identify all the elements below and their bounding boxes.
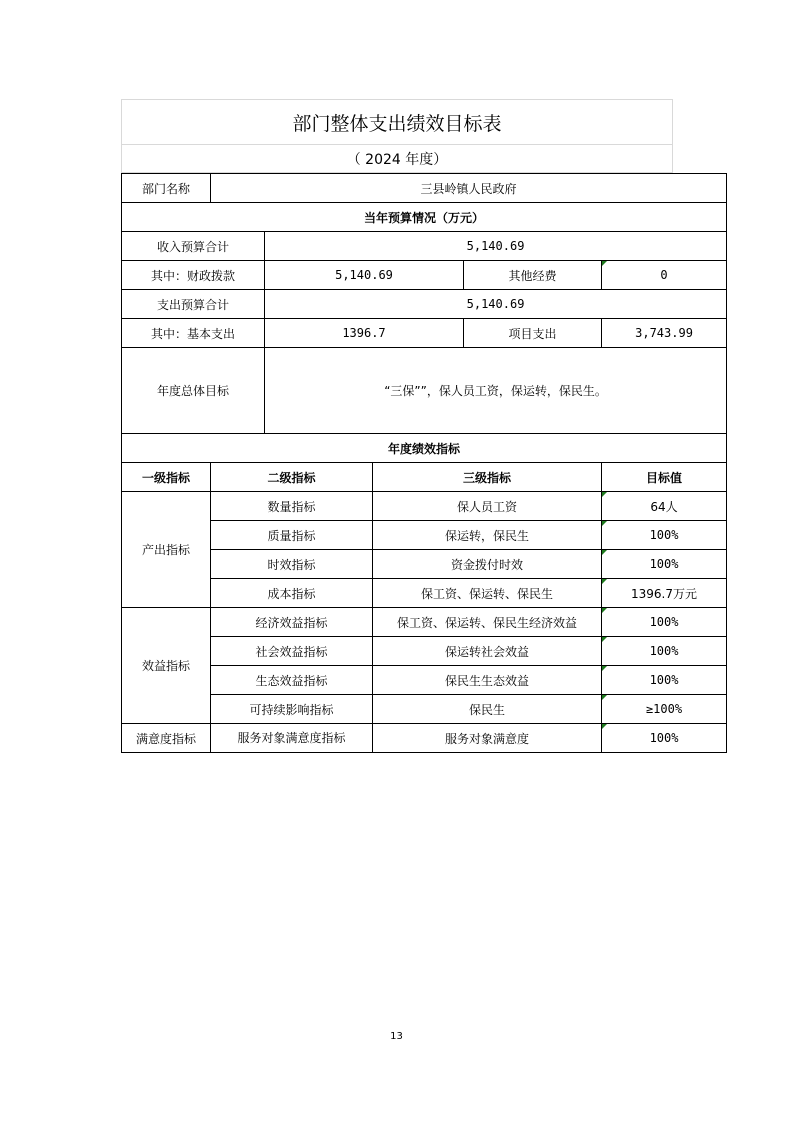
level2-cell: 可持续影响指标 (211, 695, 373, 724)
project-label: 项目支出 (464, 319, 602, 348)
income-total-value: 5,140.69 (265, 232, 727, 261)
level2-cell: 成本指标 (211, 579, 373, 608)
level3-cell: 保工资、保运转、保民生 (373, 579, 602, 608)
table-row (122, 579, 727, 608)
table-row (122, 608, 727, 637)
target-cell: 100% (602, 637, 727, 666)
table-row (122, 261, 727, 290)
table-row (122, 174, 727, 203)
level2-cell: 服务对象满意度指标 (211, 724, 373, 753)
level3-cell: 资金拨付时效 (373, 550, 602, 579)
table-row (122, 695, 727, 724)
col-header-target: 目标值 (602, 463, 727, 492)
target-cell: 100% (602, 608, 727, 637)
level2-cell: 经济效益指标 (211, 608, 373, 637)
basic-label: 其中：基本支出 (122, 319, 265, 348)
table-row (122, 666, 727, 695)
table-row (122, 724, 727, 753)
level3-cell: 保人员工资 (373, 492, 602, 521)
expense-total-value: 5,140.69 (265, 290, 727, 319)
level3-cell: 保民生 (373, 695, 602, 724)
level2-cell: 时效指标 (211, 550, 373, 579)
table-header-row (122, 463, 727, 492)
level3-cell: 服务对象满意度 (373, 724, 602, 753)
project-value: 3,743.99 (602, 319, 727, 348)
expense-total-label: 支出预算合计 (122, 290, 265, 319)
page-number: 13 (390, 1031, 403, 1042)
level3-cell: 保工资、保运转、保民生经济效益 (373, 608, 602, 637)
level2-cell: 社会效益指标 (211, 637, 373, 666)
level3-cell: 保运转社会效益 (373, 637, 602, 666)
table-row (122, 434, 727, 463)
group-benefit: 效益指标 (122, 608, 211, 724)
other-value: 0 (602, 261, 727, 290)
income-total-label: 收入预算合计 (122, 232, 265, 261)
col-header-level1: 一级指标 (122, 463, 211, 492)
level3-cell: 保民生生态效益 (373, 666, 602, 695)
table-row (122, 203, 727, 232)
target-cell: 100% (602, 724, 727, 753)
goal-value: “三保””，保人员工资，保运转，保民生。 (265, 348, 727, 434)
level3-cell: 保运转，保民生 (373, 521, 602, 550)
group-output: 产出指标 (122, 492, 211, 608)
level2-cell: 质量指标 (211, 521, 373, 550)
dept-value: 三县岭镇人民政府 (211, 174, 727, 203)
target-cell: 100% (602, 666, 727, 695)
other-label: 其他经费 (464, 261, 602, 290)
goal-label: 年度总体目标 (122, 348, 265, 434)
col-header-level3: 三级指标 (373, 463, 602, 492)
perf-header: 年度绩效指标 (122, 434, 727, 463)
target-cell: 100% (602, 550, 727, 579)
level2-cell: 数量指标 (211, 492, 373, 521)
table-row (122, 290, 727, 319)
fiscal-value: 5,140.69 (265, 261, 464, 290)
table-row (122, 521, 727, 550)
table-row (122, 637, 727, 666)
basic-value: 1396.7 (265, 319, 464, 348)
budget-table (121, 173, 727, 753)
target-cell: ≥100% (602, 695, 727, 724)
page-title: 部门整体支出绩效目标表 (121, 99, 673, 144)
group-satisfaction: 满意度指标 (122, 724, 211, 753)
table-row (122, 232, 727, 261)
table-row (122, 492, 727, 521)
target-cell: 64人 (602, 492, 727, 521)
table-row (122, 319, 727, 348)
year-label: （ 2024 年度） (121, 144, 673, 173)
performance-table-sheet (121, 99, 698, 753)
col-header-level2: 二级指标 (211, 463, 373, 492)
budget-header: 当年预算情况（万元） (122, 203, 727, 232)
target-cell: 100% (602, 521, 727, 550)
table-row (122, 550, 727, 579)
level2-cell: 生态效益指标 (211, 666, 373, 695)
target-cell: 1396.7万元 (602, 579, 727, 608)
table-row (122, 348, 727, 434)
dept-label: 部门名称 (122, 174, 211, 203)
fiscal-label: 其中：财政拨款 (122, 261, 265, 290)
